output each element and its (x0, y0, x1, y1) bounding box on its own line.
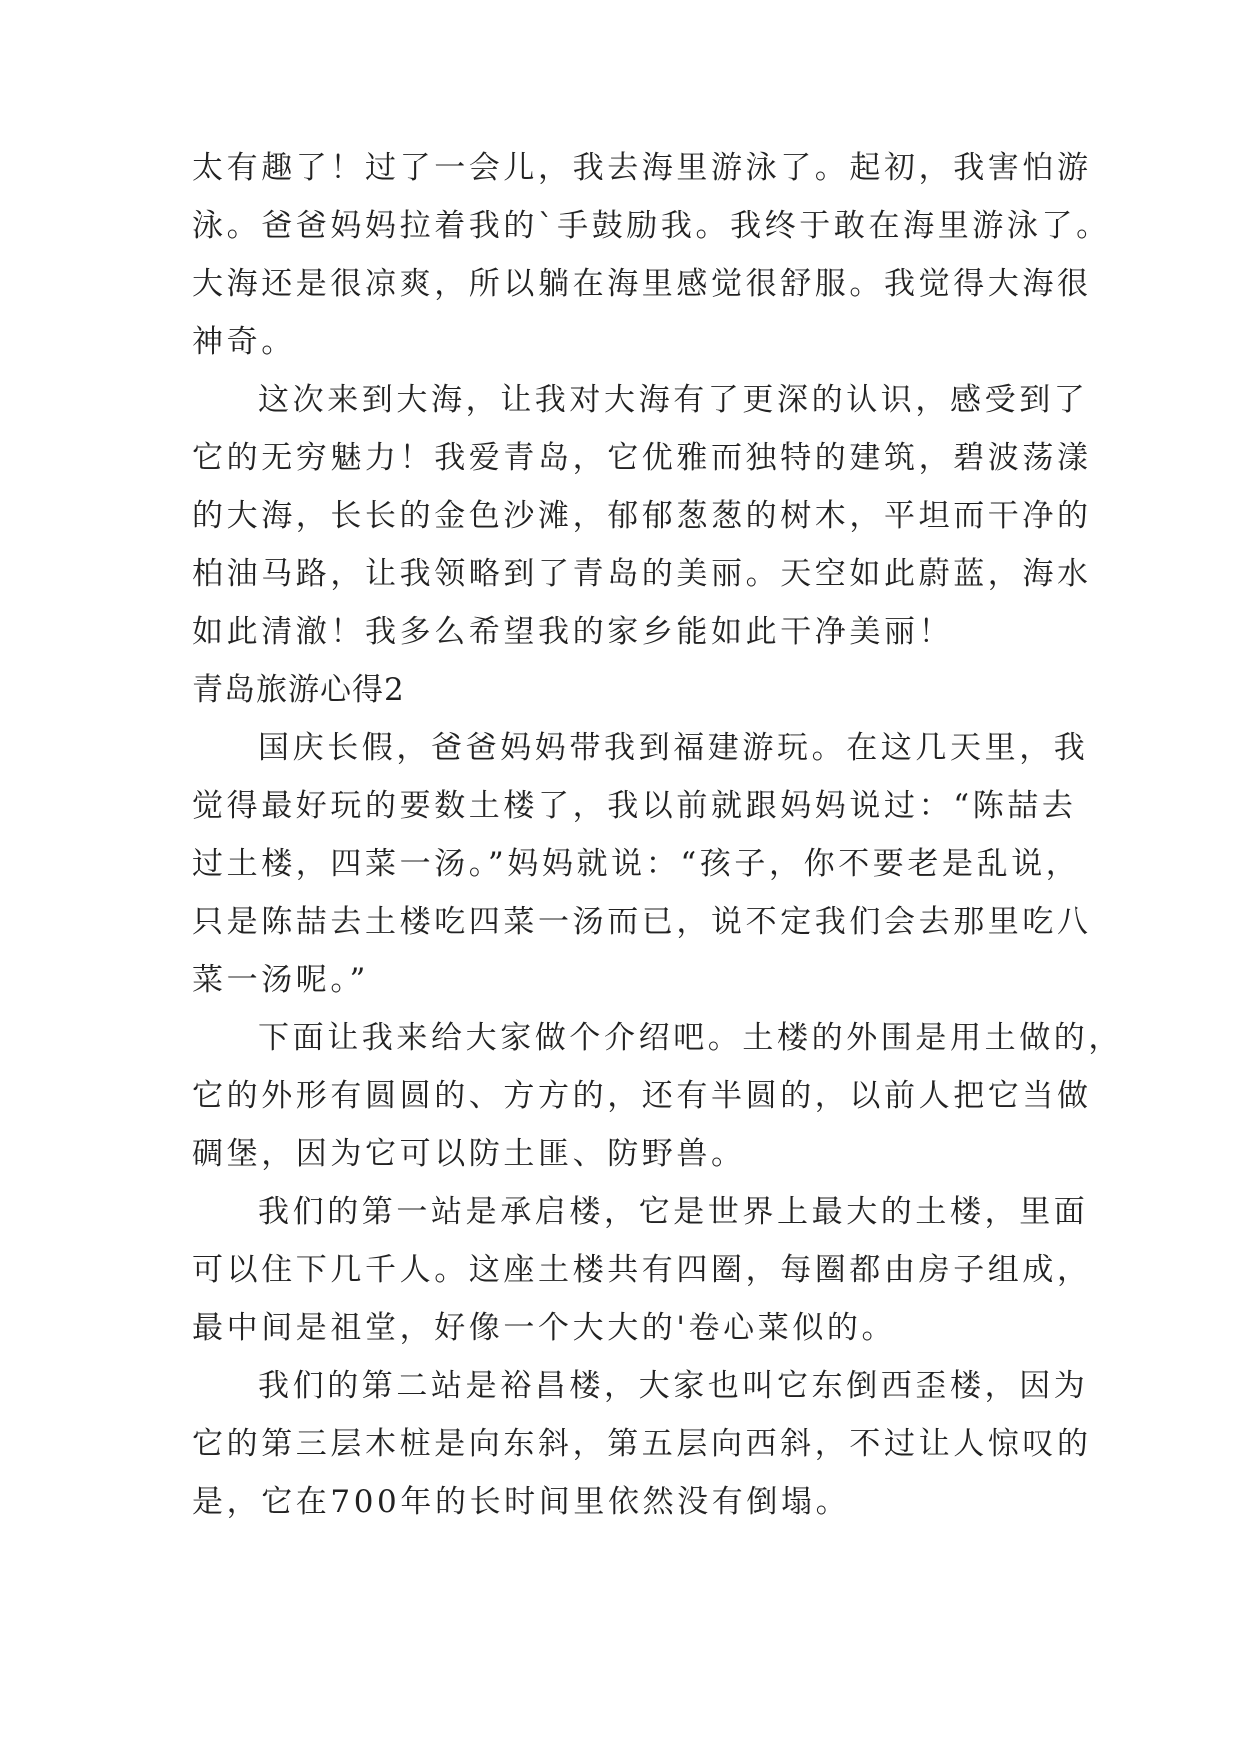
text-line: 柏油马路，让我领略到了青岛的美丽。天空如此蔚蓝，海水 (192, 556, 1092, 592)
text-line: 可以住下几千人。这座土楼共有四圈，每圈都由房子组成， (192, 1252, 1092, 1288)
text-line: 神奇。 (192, 324, 296, 360)
text-line: 大海还是很凉爽，所以躺在海里感觉很舒服。我觉得大海很 (192, 266, 1092, 302)
paragraph-first-line: 我们的第二站是裕昌楼，大家也叫它东倒西歪楼，因为 (258, 1368, 1089, 1404)
text-line: 太有趣了！过了一会儿，我去海里游泳了。起初，我害怕游 (192, 150, 1092, 186)
paragraph-first-line: 这次来到大海，让我对大海有了更深的认识，感受到了 (258, 382, 1089, 418)
text-line: 过土楼，四菜一汤。”妈妈就说：“孩子，你不要老是乱说， (192, 846, 1081, 882)
text-line: 如此清澈！我多么希望我的家乡能如此干净美丽！ (192, 614, 954, 650)
text-line: 菜一汤呢。” (192, 962, 369, 998)
paragraph-first-line: 下面让我来给大家做个介绍吧。土楼的外围是用土做的， (258, 1020, 1123, 1056)
section-heading: 青岛旅游心得2 (192, 672, 405, 708)
text-line: 觉得最好玩的要数土楼了，我以前就跟妈妈说过：“陈喆去 (192, 788, 1077, 824)
text-line: 的大海，长长的金色沙滩，郁郁葱葱的树木，平坦而干净的 (192, 498, 1092, 534)
text-line: 只是陈喆去土楼吃四菜一汤而已，说不定我们会去那里吃八 (192, 904, 1092, 940)
paragraph-first-line: 我们的第一站是承启楼，它是世界上最大的土楼，里面 (258, 1194, 1089, 1230)
text-line: 它的外形有圆圆的、方方的，还有半圆的，以前人把它当做 (192, 1078, 1092, 1114)
text-line: 泳。爸爸妈妈拉着我的`手鼓励我。我终于敢在海里游泳了。 (192, 208, 1111, 244)
paragraph-first-line: 国庆长假，爸爸妈妈带我到福建游玩。在这几天里，我 (258, 730, 1089, 766)
text-line: 碉堡，因为它可以防土匪、防野兽。 (192, 1136, 746, 1172)
text-line: 最中间是祖堂，好像一个大大的'卷心菜似的。 (192, 1310, 897, 1346)
text-line: 它的第三层木桩是向东斜，第五层向西斜，不过让人惊叹的 (192, 1426, 1092, 1462)
text-line: 是，它在700年的长时间里依然没有倒塌。 (192, 1484, 851, 1520)
text-line: 它的无穷魅力！我爱青岛，它优雅而独特的建筑，碧波荡漾 (192, 440, 1092, 476)
